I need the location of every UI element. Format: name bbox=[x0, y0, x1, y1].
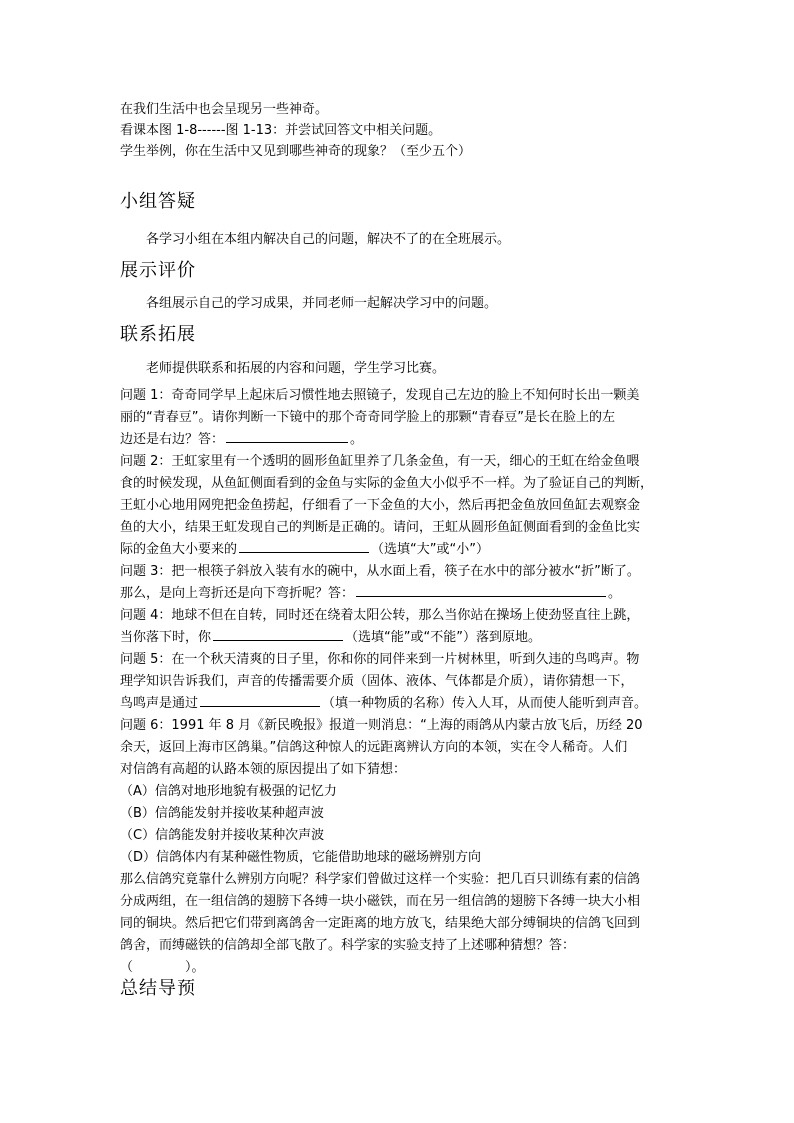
answer-blank[interactable] bbox=[356, 583, 606, 597]
section-body-extension: 老师提供联系和拓展的内容和问题，学生学习比赛。 bbox=[146, 361, 446, 376]
question-6-option: （A）信鸽对地形地貌有极强的记忆力 bbox=[120, 784, 337, 799]
question-4-line: 当你落下时，你 （选填“能”或“不能”）落到原地。 bbox=[120, 627, 680, 649]
section-body-presentation: 各组展示自己的学习成果，并同老师一起解决学习中的问题。 bbox=[146, 296, 498, 311]
answer-blank[interactable] bbox=[213, 627, 343, 641]
question-2-line: 王虹小心地用网兜把金鱼捞起，仔细看了一下金鱼的大小，然后再把金鱼放回鱼缸去观察金 bbox=[120, 498, 641, 513]
question-2-line: 食的时候发现，从鱼缸侧面看到的金鱼与实际的金鱼大小似乎不一样。为了验证自己的判断， bbox=[120, 476, 654, 491]
question-6-line: 余天，返回上海市区鸽巢。”信鸽这种惊人的远距离辨认方向的本领，实在令人稀奇。人们 bbox=[120, 740, 628, 755]
question-2-line: 际的金鱼大小要来的 （选填“大”或“小”） bbox=[120, 539, 680, 561]
answer-blank[interactable] bbox=[239, 539, 369, 553]
answer-blank[interactable] bbox=[226, 429, 348, 443]
question-3-line: 问题 3：把一根筷子斜放入装有水的碗中，从水面上看，筷子在水中的部分被水“折”断了。 bbox=[120, 564, 640, 579]
question-5-line: 理学知识告诉我们，声音的传播需要介质（固体、液体、气体都是介质），请你猜想一下， bbox=[120, 674, 634, 689]
section-heading-summary: 总结导预 bbox=[120, 978, 196, 999]
question-3-line: 那么，是向上弯折还是向下弯折呢？答： 。 bbox=[120, 583, 680, 605]
section-body-group-qa: 各学习小组在本组内解决自己的问题，解决不了的在全班展示。 bbox=[146, 232, 511, 247]
section-heading-group-qa: 小组答疑 bbox=[120, 191, 196, 212]
question-6-line: 问题 6：1991 年 8 月《新民晚报》报道一则消息：“上海的雨鸽从内蒙古放飞后，历经 20 bbox=[120, 718, 643, 733]
question-6-line: 同的铜块。然后把它们带到离鸽舍一定距离的地方放飞，结果绝大部分缚铜块的信鸽飞回到 bbox=[120, 916, 641, 931]
question-6-line: 对信鸽有高超的认路本领的原因提出了如下猜想： bbox=[120, 762, 407, 777]
question-6-answer[interactable]: （ ）。 bbox=[120, 960, 205, 975]
question-5-line: 问题 5：在一个秋天清爽的日子里，你和你的同伴来到一片树林里，听到久违的鸟鸣声。物 bbox=[120, 652, 640, 667]
question-6-line: 那么信鸽究竟靠什么辨别方向呢？科学家们曾做过这样一个实验：把几百只训练有素的信鸽 bbox=[120, 872, 641, 887]
intro-line: 在我们生活中也会呈现另一些神奇。 bbox=[120, 102, 329, 117]
question-2-line: 问题 2：王虹家里有一个透明的圆形鱼缸里养了几条金鱼，有一天，细心的王虹在给金鱼喂 bbox=[120, 454, 640, 469]
section-heading-presentation: 展示评价 bbox=[120, 260, 196, 281]
question-4-line: 问题 4：地球不但在自转，同时还在绕着太阳公转，那么当你站在操场上使劲竖直往上跳， bbox=[120, 608, 640, 623]
intro-line: 看课本图 1-8------图 1-13：并尝试回答文中相关问题。 bbox=[120, 123, 442, 138]
intro-block bbox=[120, 99, 680, 162]
question-6-option: （B）信鸽能发射并接收某种超声波 bbox=[120, 806, 324, 821]
question-5-line: 鸟鸣声是通过 （填一种物质的名称）传入人耳，从而使人能听到声音。 bbox=[120, 693, 680, 715]
answer-blank[interactable] bbox=[200, 693, 320, 707]
question-6-option: （C）信鸽能发射并接收某种次声波 bbox=[120, 828, 325, 843]
question-6-line: 分成两组，在一组信鸽的翅膀下各缚一块小磁铁，而在另一组信鸽的翅膀下各缚一块大小相 bbox=[120, 894, 641, 909]
questions-block bbox=[120, 385, 680, 979]
question-1-line: 边还是右边？答： 。 bbox=[120, 429, 680, 451]
question-2-line: 鱼的大小，结果王虹发现自己的判断是正确的。请问，王虹从圆形鱼缸侧面看到的金鱼比实 bbox=[120, 520, 641, 535]
question-6-option: （D）信鸽体内有某种磁性物质，它能借助地球的磁场辨别方向 bbox=[120, 850, 482, 865]
intro-line: 学生举例，你在生活中又见到哪些神奇的现象？（至少五个） bbox=[120, 144, 472, 159]
question-1-line: 丽的“青春豆”。请你判断一下镜中的那个奇奇同学脸上的那颗“青春豆”是长在脸上的左 bbox=[120, 410, 615, 425]
question-1-line: 问题 1：奇奇同学早上起床后习惯性地去照镜子，发现自己左边的脸上不知何时长出一颗美 bbox=[120, 388, 640, 403]
section-heading-extension: 联系拓展 bbox=[120, 324, 196, 345]
question-6-line: 鸽舍，而缚磁铁的信鸽却全部飞散了。科学家的实验支持了上述哪种猜想？答： bbox=[120, 938, 576, 953]
